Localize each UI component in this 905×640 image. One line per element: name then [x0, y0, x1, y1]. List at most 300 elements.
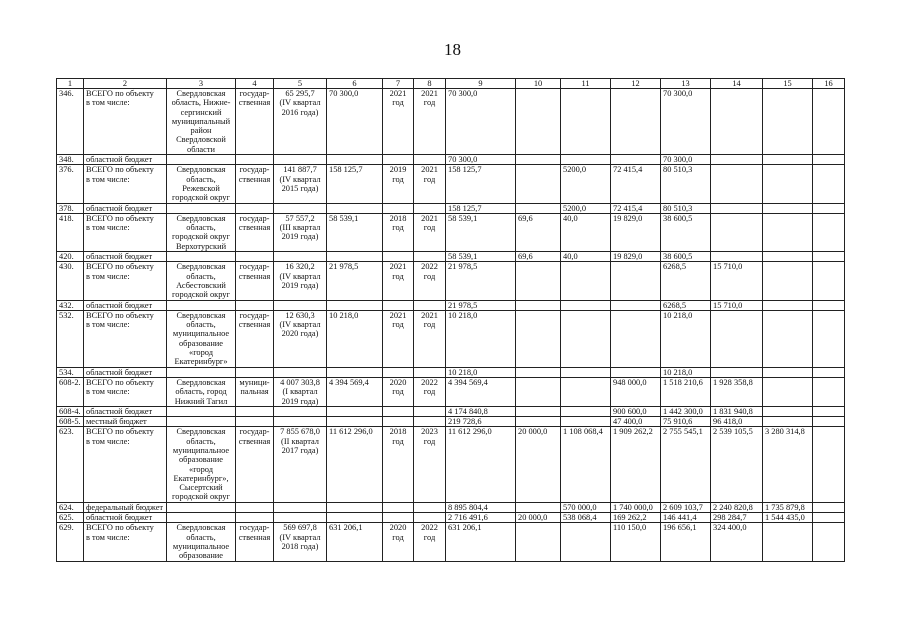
table-cell: 348. [57, 155, 84, 165]
table-cell [383, 203, 414, 213]
table-cell: 219 728,6 [446, 417, 516, 427]
table-cell: 11 612 296,0 [327, 427, 383, 502]
table-cell: 346. [57, 89, 84, 155]
table-cell [813, 427, 845, 502]
table-cell: 70 300,0 [661, 89, 711, 155]
table-cell: 69,6 [516, 213, 561, 251]
budget-source-row [57, 513, 845, 523]
table-cell [167, 203, 236, 213]
table-cell [274, 155, 327, 165]
table-cell [561, 417, 611, 427]
table-cell [274, 417, 327, 427]
table-cell: 158 125,7 [327, 165, 383, 203]
table-cell: Свердловская область, муниципальное образование «город Екатеринбург» [167, 310, 236, 367]
table-cell [561, 155, 611, 165]
table-cell: местный бюджет [84, 417, 167, 427]
table-cell: 624. [57, 502, 84, 512]
table-cell: Свердловская область, Асбестовский городской округ [167, 262, 236, 300]
table-cell [813, 523, 845, 561]
table-cell: 5200,0 [561, 165, 611, 203]
table-cell [414, 155, 446, 165]
table-cell: 948 000,0 [611, 377, 661, 406]
table-cell: 1 108 068,4 [561, 427, 611, 502]
object-total-row [57, 523, 845, 561]
table-cell [274, 252, 327, 262]
table-cell [383, 155, 414, 165]
column-number-header: 10 [516, 79, 561, 89]
table-cell: областной бюджет [84, 203, 167, 213]
table-cell [383, 367, 414, 377]
column-number-header: 6 [327, 79, 383, 89]
table-cell: 2022 год [414, 262, 446, 300]
table-cell: 58 539,1 [327, 213, 383, 251]
table-cell [167, 252, 236, 262]
table-cell [813, 417, 845, 427]
budget-source-row [57, 417, 845, 427]
table-cell [383, 513, 414, 523]
table-cell [763, 406, 813, 416]
table-cell: 2021 год [414, 165, 446, 203]
table-cell: областной бюджет [84, 300, 167, 310]
table-cell: 15 710,0 [711, 300, 763, 310]
table-cell [414, 502, 446, 512]
table-cell: 2 716 491,6 [446, 513, 516, 523]
table-cell [327, 502, 383, 512]
table-cell: 608-5. [57, 417, 84, 427]
column-number-header: 13 [661, 79, 711, 89]
table-cell [561, 406, 611, 416]
table-cell: государ- ственная [236, 262, 274, 300]
table-cell: 2021 год [383, 310, 414, 367]
column-number-header: 8 [414, 79, 446, 89]
column-number-header: 15 [763, 79, 813, 89]
table-cell: Свердловская область, город Нижний Тагил [167, 377, 236, 406]
table-cell: 4 174 840,8 [446, 406, 516, 416]
table-cell [611, 89, 661, 155]
table-cell [274, 300, 327, 310]
table-cell [711, 367, 763, 377]
table-cell: 38 600,5 [661, 213, 711, 251]
table-cell: 420. [57, 252, 84, 262]
column-number-header: 4 [236, 79, 274, 89]
table-cell: 20 000,0 [516, 513, 561, 523]
budget-source-row [57, 300, 845, 310]
table-cell: 2 755 545,1 [661, 427, 711, 502]
table-cell: 19 829,0 [611, 252, 661, 262]
table-cell [327, 406, 383, 416]
table-cell [236, 203, 274, 213]
table-cell [763, 262, 813, 300]
table-cell [383, 417, 414, 427]
table-cell: Свердловская область, муниципальное образование [167, 523, 236, 561]
table-cell [516, 300, 561, 310]
object-total-row [57, 377, 845, 406]
table-cell: 72 415,4 [611, 165, 661, 203]
table-cell [414, 300, 446, 310]
table-cell: государ- ственная [236, 213, 274, 251]
table-cell [611, 262, 661, 300]
table-cell [763, 377, 813, 406]
table-cell [516, 165, 561, 203]
table-cell [763, 89, 813, 155]
table-cell: 47 400,0 [611, 417, 661, 427]
table-cell: 96 418,0 [711, 417, 763, 427]
table-cell [711, 213, 763, 251]
table-cell: 534. [57, 367, 84, 377]
table-cell: 625. [57, 513, 84, 523]
table-cell: ВСЕГО по объекту в том числе: [84, 523, 167, 561]
table-cell [813, 502, 845, 512]
table-cell [611, 300, 661, 310]
table-cell [813, 89, 845, 155]
table-cell [813, 155, 845, 165]
table-cell [813, 513, 845, 523]
table-cell [561, 262, 611, 300]
table-cell: ВСЕГО по объекту в том числе: [84, 165, 167, 203]
table-cell: 623. [57, 427, 84, 502]
table-cell: ВСЕГО по объекту в том числе: [84, 427, 167, 502]
table-cell: 19 829,0 [611, 213, 661, 251]
column-number-header: 16 [813, 79, 845, 89]
table-cell [516, 367, 561, 377]
table-cell: 608-4. [57, 406, 84, 416]
budget-source-row [57, 502, 845, 512]
table-cell: 6268,5 [661, 300, 711, 310]
table-cell: 2020 год [383, 377, 414, 406]
table-cell: 11 612 296,0 [446, 427, 516, 502]
table-cell: 629. [57, 523, 84, 561]
table-cell: 2021 год [414, 310, 446, 367]
table-cell: 2021 год [414, 89, 446, 155]
table-cell: 376. [57, 165, 84, 203]
table-cell [763, 155, 813, 165]
table-cell [327, 155, 383, 165]
table-cell: Свердловская область, Нижне- сергинский муниципальный район Свердловской области [167, 89, 236, 155]
table-cell [274, 203, 327, 213]
table-cell [327, 300, 383, 310]
table-cell: 5200,0 [561, 203, 611, 213]
column-number-header: 14 [711, 79, 763, 89]
table-cell: 3 280 314,8 [763, 427, 813, 502]
table-cell: 38 600,5 [661, 252, 711, 262]
table-cell [711, 155, 763, 165]
column-number-header: 5 [274, 79, 327, 89]
table-cell [383, 502, 414, 512]
table-cell [813, 165, 845, 203]
table-cell [561, 523, 611, 561]
table-cell: 57 557,2 (III квартал 2019 года) [274, 213, 327, 251]
table-cell: 378. [57, 203, 84, 213]
table-cell: 65 295,7 (IV квартал 2016 года) [274, 89, 327, 155]
table-cell: муници- пальная [236, 377, 274, 406]
table-cell: 4 394 569,4 [327, 377, 383, 406]
table-cell [561, 367, 611, 377]
table-cell: 2 609 103,7 [661, 502, 711, 512]
table-cell: 21 978,5 [446, 262, 516, 300]
table-cell [414, 406, 446, 416]
table-cell: 1 928 358,8 [711, 377, 763, 406]
table-cell: 631 206,1 [327, 523, 383, 561]
table-cell [274, 513, 327, 523]
table-cell: 1 740 000,0 [611, 502, 661, 512]
table-cell [414, 203, 446, 213]
table-cell [167, 406, 236, 416]
table-cell [763, 252, 813, 262]
table-cell: 16 320,2 (IV квартал 2019 года) [274, 262, 327, 300]
table-cell [813, 310, 845, 367]
table-cell: областной бюджет [84, 367, 167, 377]
table-cell: областной бюджет [84, 252, 167, 262]
table-cell [763, 300, 813, 310]
table-cell: областной бюджет [84, 406, 167, 416]
table-cell: 2022 год [414, 377, 446, 406]
table-cell: 7 855 678,0 (II квартал 2017 года) [274, 427, 327, 502]
table-cell: 6268,5 [661, 262, 711, 300]
table-cell [711, 252, 763, 262]
table-cell: 298 284,7 [711, 513, 763, 523]
table-cell [383, 300, 414, 310]
table-cell: 10 218,0 [327, 310, 383, 367]
table-cell [167, 417, 236, 427]
table-cell: 58 539,1 [446, 252, 516, 262]
table-cell: 430. [57, 262, 84, 300]
table-cell [383, 406, 414, 416]
table-cell: 169 262,2 [611, 513, 661, 523]
table-cell: 10 218,0 [661, 367, 711, 377]
table-cell: 1 442 300,0 [661, 406, 711, 416]
table-cell: 58 539,1 [446, 213, 516, 251]
table-cell [327, 252, 383, 262]
table-cell: государ- ственная [236, 427, 274, 502]
table-cell [711, 203, 763, 213]
table-cell [274, 367, 327, 377]
table-cell: ВСЕГО по объекту в том числе: [84, 213, 167, 251]
table-cell [813, 406, 845, 416]
table-cell [516, 377, 561, 406]
table-cell: 8 895 804,4 [446, 502, 516, 512]
table-cell: 10 218,0 [446, 367, 516, 377]
table-cell: 1 518 210,6 [661, 377, 711, 406]
table-cell [414, 367, 446, 377]
table-cell [813, 252, 845, 262]
table-cell [236, 300, 274, 310]
table-cell: 21 978,5 [327, 262, 383, 300]
table-cell [611, 155, 661, 165]
table-cell [711, 89, 763, 155]
table-cell: 631 206,1 [446, 523, 516, 561]
table-cell: 70 300,0 [446, 89, 516, 155]
table-cell [167, 300, 236, 310]
table-cell: 20 000,0 [516, 427, 561, 502]
table-cell: 532. [57, 310, 84, 367]
table-cell [763, 165, 813, 203]
table-cell [611, 310, 661, 367]
column-number-header: 11 [561, 79, 611, 89]
table-cell: 2018 год [383, 213, 414, 251]
table-cell: 75 910,6 [661, 417, 711, 427]
table-cell [236, 367, 274, 377]
table-cell: областной бюджет [84, 513, 167, 523]
table-cell [236, 406, 274, 416]
table-cell: государ- ственная [236, 310, 274, 367]
table-cell [516, 502, 561, 512]
table-cell [516, 310, 561, 367]
table-cell [763, 417, 813, 427]
table-cell [516, 523, 561, 561]
table-cell: федеральный бюджет [84, 502, 167, 512]
table-cell [167, 513, 236, 523]
table-cell [763, 523, 813, 561]
table-cell [236, 155, 274, 165]
table-cell [711, 310, 763, 367]
table-cell: 538 068,4 [561, 513, 611, 523]
table-cell [167, 367, 236, 377]
table-cell: 146 441,4 [661, 513, 711, 523]
table-cell: 4 007 303,8 (I квартал 2019 года) [274, 377, 327, 406]
table-cell: 418. [57, 213, 84, 251]
table-cell: 70 300,0 [446, 155, 516, 165]
table-cell [383, 252, 414, 262]
table-cell: 432. [57, 300, 84, 310]
table-cell [516, 406, 561, 416]
budget-source-row [57, 252, 845, 262]
table-cell: 40,0 [561, 252, 611, 262]
column-number-header: 2 [84, 79, 167, 89]
object-total-row [57, 310, 845, 367]
table-cell: 2022 год [414, 523, 446, 561]
table-cell [167, 502, 236, 512]
budget-table [56, 78, 845, 562]
table-cell: ВСЕГО по объекту в том числе: [84, 262, 167, 300]
table-cell [813, 377, 845, 406]
table-cell: 158 125,7 [446, 165, 516, 203]
table-cell [763, 367, 813, 377]
table-cell: 2 240 820,8 [711, 502, 763, 512]
table-cell [516, 155, 561, 165]
table-cell: 1 735 879,8 [763, 502, 813, 512]
table-cell: областной бюджет [84, 155, 167, 165]
table-cell [763, 203, 813, 213]
table-cell: 608-2. [57, 377, 84, 406]
object-total-row [57, 213, 845, 251]
table-cell [516, 203, 561, 213]
table-cell: Свердловская область, муниципальное образование «город Екатеринбург», Сысертский городской округ [167, 427, 236, 502]
table-cell [561, 310, 611, 367]
table-cell [274, 502, 327, 512]
table-cell: 2020 год [383, 523, 414, 561]
table-cell [414, 513, 446, 523]
table-cell [813, 203, 845, 213]
table-cell: 2018 год [383, 427, 414, 502]
column-number-header: 9 [446, 79, 516, 89]
table-cell: Свердловская область, Режевской городской округ [167, 165, 236, 203]
table-cell [274, 406, 327, 416]
object-total-row [57, 89, 845, 155]
table-cell [236, 417, 274, 427]
table-cell [236, 252, 274, 262]
table-cell: 1 544 435,0 [763, 513, 813, 523]
table-cell: 2019 год [383, 165, 414, 203]
table-cell: 2023 год [414, 427, 446, 502]
table-cell [327, 513, 383, 523]
table-cell: государ- ственная [236, 523, 274, 561]
table-cell [561, 377, 611, 406]
table-cell: ВСЕГО по объекту в том числе: [84, 89, 167, 155]
table-header-row [57, 79, 845, 89]
table-cell: 2021 год [383, 89, 414, 155]
table-cell: Свердловская область, городской округ Верхотурский [167, 213, 236, 251]
table-cell: 570 000,0 [561, 502, 611, 512]
table-cell [516, 417, 561, 427]
budget-source-row [57, 155, 845, 165]
table-cell [236, 513, 274, 523]
budget-source-row [57, 203, 845, 213]
table-cell: 1 909 262,2 [611, 427, 661, 502]
table-cell [711, 165, 763, 203]
table-cell [327, 367, 383, 377]
table-cell [763, 310, 813, 367]
page-number: 18 [444, 40, 461, 59]
table-cell [561, 300, 611, 310]
object-total-row [57, 262, 845, 300]
table-cell: 196 656,1 [661, 523, 711, 561]
table-cell [813, 300, 845, 310]
table-cell [167, 155, 236, 165]
table-cell: 324 400,0 [711, 523, 763, 561]
table-cell [327, 417, 383, 427]
column-number-header: 3 [167, 79, 236, 89]
table-cell: государ- ственная [236, 89, 274, 155]
table-cell: 21 978,5 [446, 300, 516, 310]
table-cell: 80 510,3 [661, 165, 711, 203]
budget-source-row [57, 367, 845, 377]
table-cell [561, 89, 611, 155]
table-cell [414, 252, 446, 262]
table-cell [327, 203, 383, 213]
table-cell: 4 394 569,4 [446, 377, 516, 406]
table-cell: 2021 год [383, 262, 414, 300]
table-cell: 900 600,0 [611, 406, 661, 416]
table-cell: 69,6 [516, 252, 561, 262]
column-number-header: 1 [57, 79, 84, 89]
table-cell: 569 697,8 (IV квартал 2018 года) [274, 523, 327, 561]
object-total-row [57, 165, 845, 203]
budget-source-row [57, 406, 845, 416]
table-cell: 158 125,7 [446, 203, 516, 213]
table-cell [813, 213, 845, 251]
table-cell: 72 415,4 [611, 203, 661, 213]
table-cell: 1 831 940,8 [711, 406, 763, 416]
table-cell: 70 300,0 [661, 155, 711, 165]
table-cell: 15 710,0 [711, 262, 763, 300]
table-cell: 10 218,0 [446, 310, 516, 367]
column-number-header: 7 [383, 79, 414, 89]
table-cell [516, 89, 561, 155]
table-cell: 70 300,0 [327, 89, 383, 155]
table-cell [414, 417, 446, 427]
table-cell: 2 539 105,5 [711, 427, 763, 502]
table-cell: 12 630,3 (IV квартал 2020 года) [274, 310, 327, 367]
table-cell: 80 510,3 [661, 203, 711, 213]
table-cell: 2021 год [414, 213, 446, 251]
object-total-row [57, 427, 845, 502]
table-cell: 141 887,7 (IV квартал 2015 года) [274, 165, 327, 203]
table-cell: государ- ственная [236, 165, 274, 203]
table-cell: 40,0 [561, 213, 611, 251]
table-cell: 10 218,0 [661, 310, 711, 367]
table-cell: 110 150,0 [611, 523, 661, 561]
table-cell [763, 213, 813, 251]
